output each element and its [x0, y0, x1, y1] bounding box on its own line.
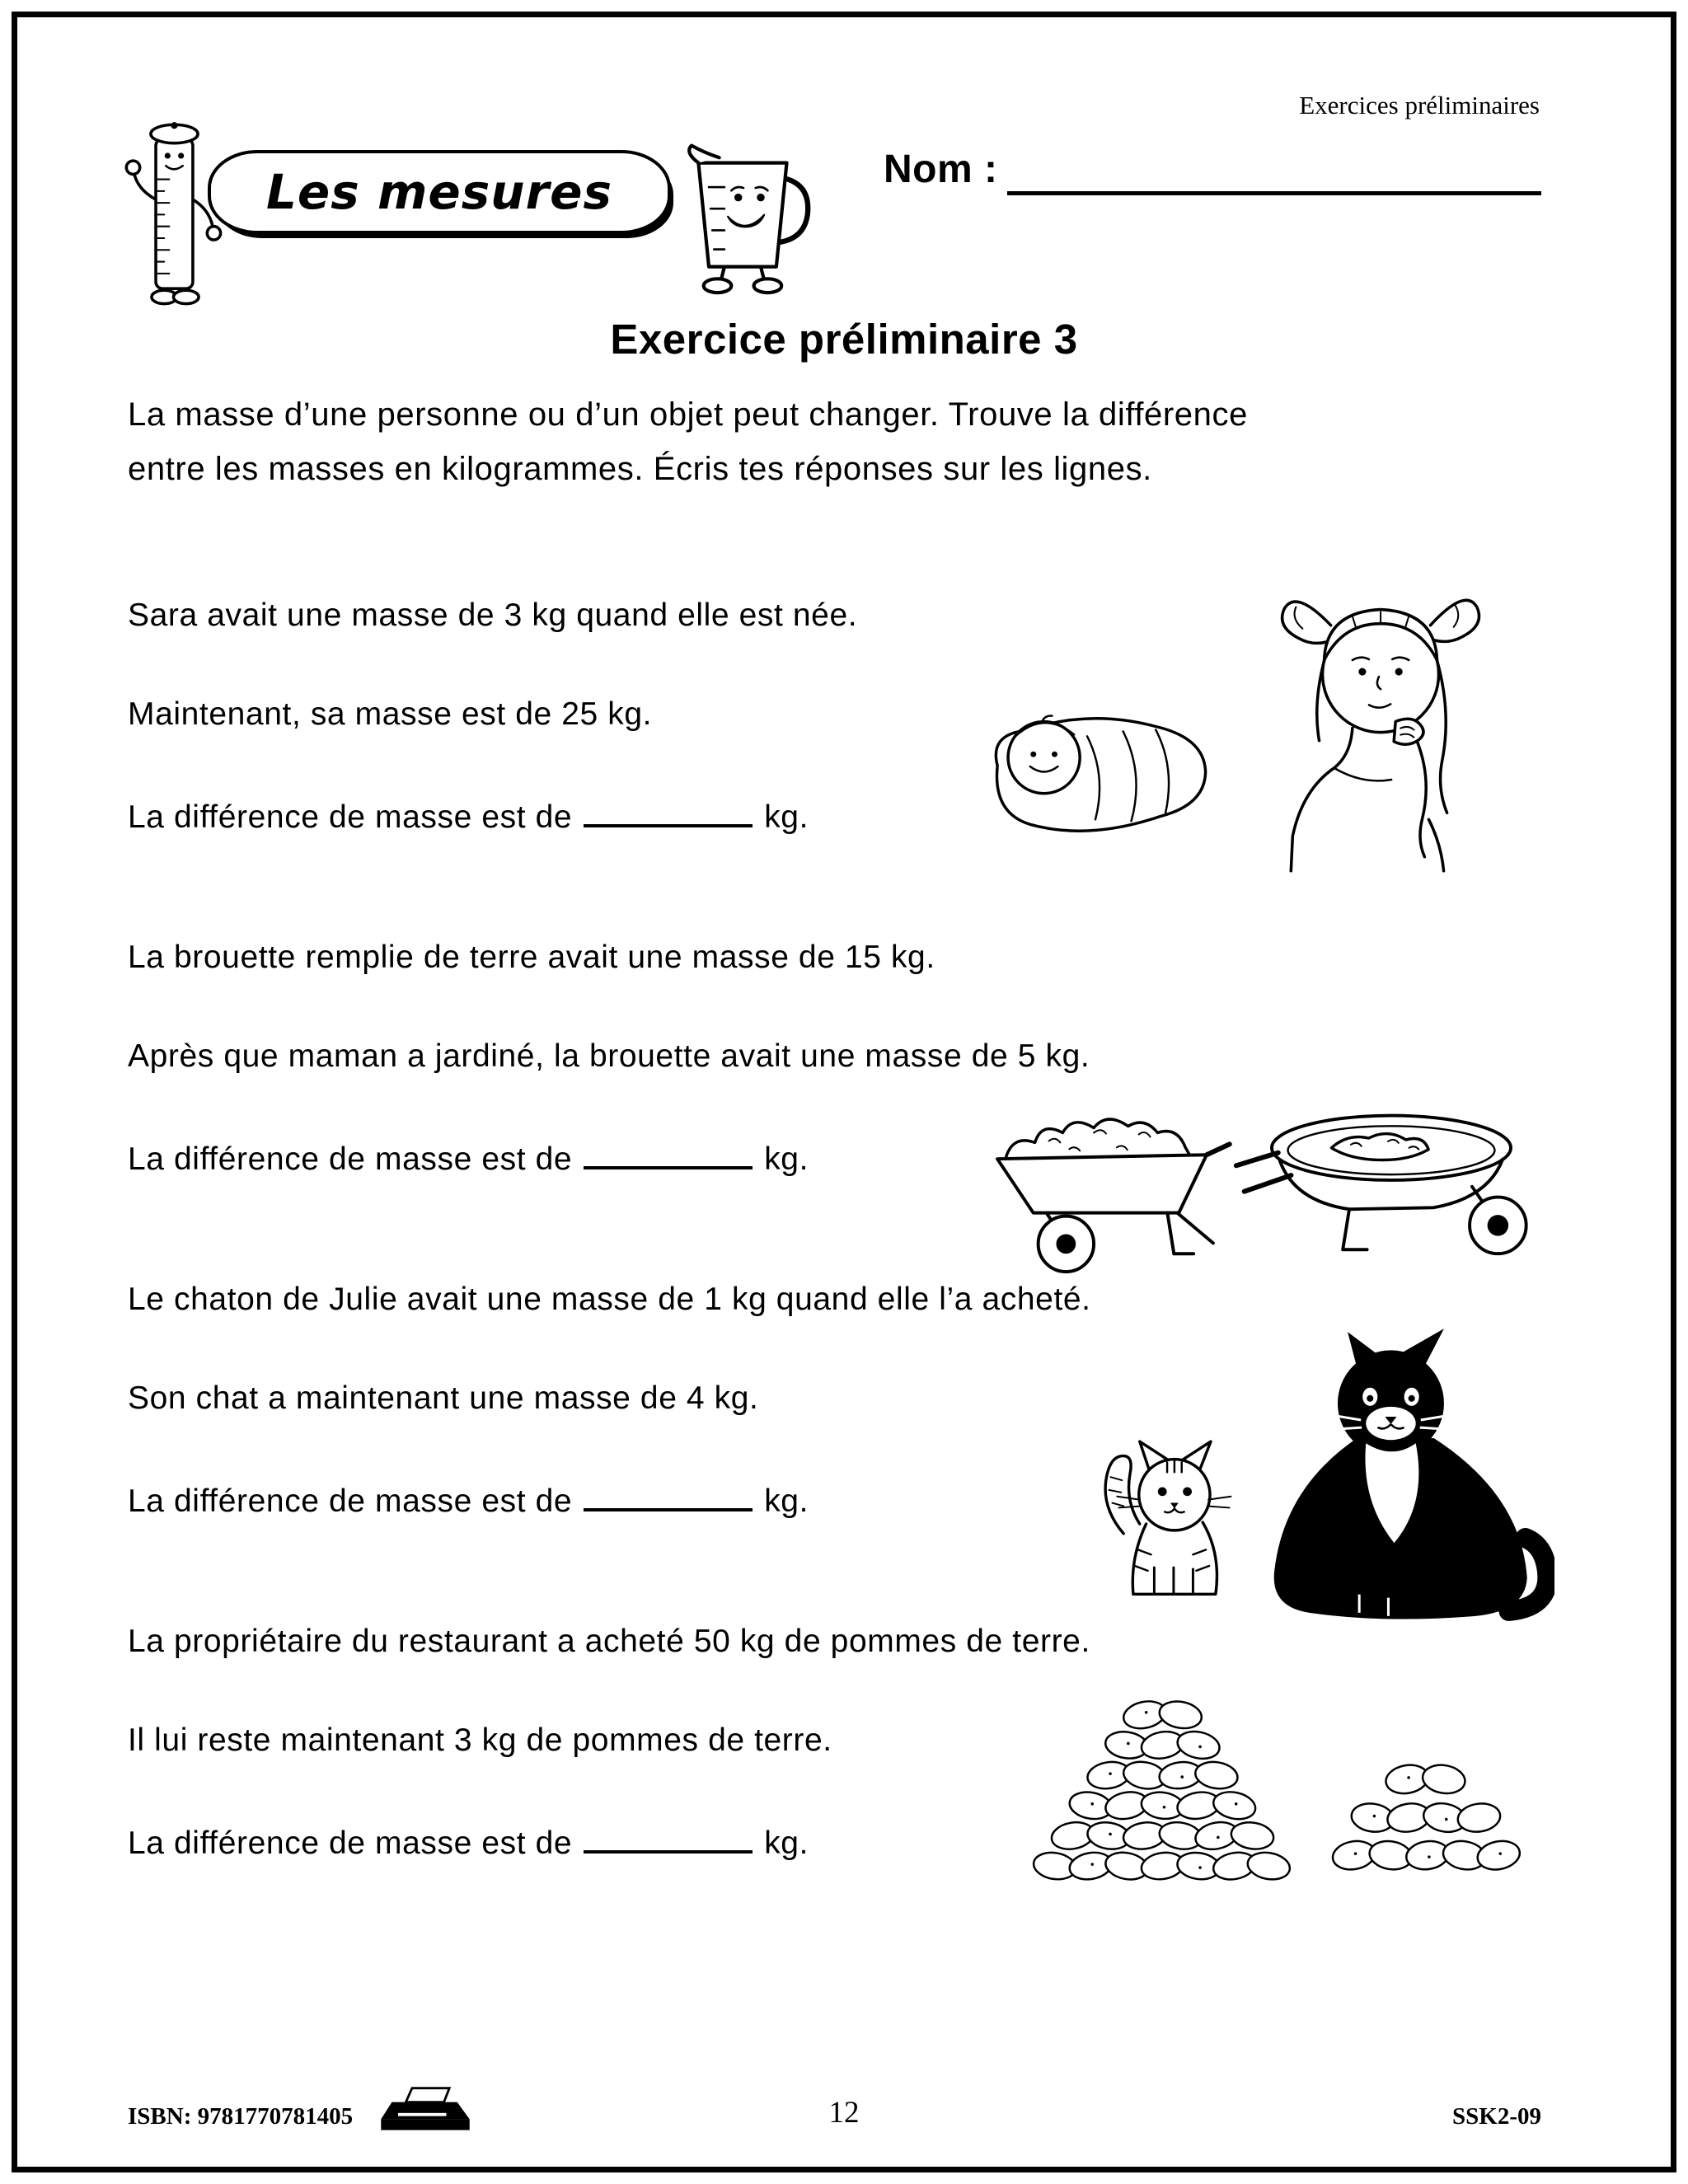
- answer-blank: [584, 793, 753, 827]
- baby-in-blanket-illustration: [966, 686, 1220, 849]
- answer-prefix: La différence de masse est de: [128, 1483, 573, 1519]
- answer-blank: [584, 1819, 753, 1854]
- problem-4-line1: La propriétaire du restaurant a acheté 50 kg de pommes de terre.: [128, 1624, 1090, 1659]
- problem-2-line2: Après que maman a jardiné, la brouette avait une masse de 5 kg.: [128, 1038, 1090, 1074]
- answer-prefix: La différence de masse est de: [128, 1825, 573, 1861]
- cat-illustration: [1235, 1320, 1554, 1624]
- section-header: Exercices préliminaires: [1299, 91, 1540, 120]
- problem-3-line2: Son chat a maintenant une masse de 4 kg.: [128, 1380, 759, 1416]
- answer-suffix: kg.: [764, 1141, 809, 1177]
- wheelbarrow-full-illustration: [971, 1076, 1233, 1280]
- wheelbarrow-empty-illustration: [1230, 1090, 1553, 1268]
- problem-1-line1: Sara avait une masse de 3 kg quand elle est née.: [128, 598, 858, 633]
- answer-blank: [584, 1477, 753, 1511]
- measuring-cup-mascot-icon: [674, 130, 813, 313]
- kitten-illustration: [1090, 1427, 1251, 1624]
- problem-2-line1: La brouette remplie de terre avait une masse de 15 kg.: [128, 940, 935, 975]
- answer-blank: [584, 1135, 753, 1169]
- problem-4-line2: Il lui reste maintenant 3 kg de pommes de terre.: [128, 1722, 832, 1758]
- answer-suffix: kg.: [764, 799, 809, 835]
- answer-suffix: kg.: [764, 1825, 809, 1861]
- instructions: [128, 387, 1488, 496]
- banner-title: Les mesures: [265, 164, 613, 220]
- ruler-mascot-icon: [122, 115, 227, 321]
- instructions-line2: entre les masses en kilogrammes. Écris tes réponses sur les lignes.: [128, 451, 1152, 487]
- instructions-line1: La masse d’une personne ou d’un objet peut changer. Trouve la différence: [128, 396, 1248, 433]
- problem-3-line1: Le chaton de Julie avait une masse de 1 kg quand elle l’a acheté.: [128, 1282, 1091, 1317]
- potato-pile-large-illustration: [1024, 1675, 1297, 1894]
- answer-suffix: kg.: [764, 1483, 809, 1519]
- page-title: Exercice préliminaire 3: [610, 316, 1078, 363]
- title-banner: [208, 150, 671, 234]
- potato-pile-small-illustration: [1309, 1741, 1530, 1896]
- page-number: 12: [828, 2096, 860, 2130]
- name-label: Nom :: [884, 148, 998, 191]
- answer-prefix: La différence de masse est de: [128, 1141, 573, 1177]
- name-field: [884, 147, 1543, 192]
- girl-with-pigtails-illustration: [1254, 570, 1495, 874]
- answer-prefix: La différence de masse est de: [128, 799, 573, 835]
- name-write-line: [1007, 191, 1541, 195]
- product-code: SSK2-09: [1452, 2103, 1541, 2130]
- isbn-label: ISBN: 9781770781405: [128, 2103, 354, 2130]
- problem-1-line2: Maintenant, sa masse est de 25 kg.: [128, 696, 653, 732]
